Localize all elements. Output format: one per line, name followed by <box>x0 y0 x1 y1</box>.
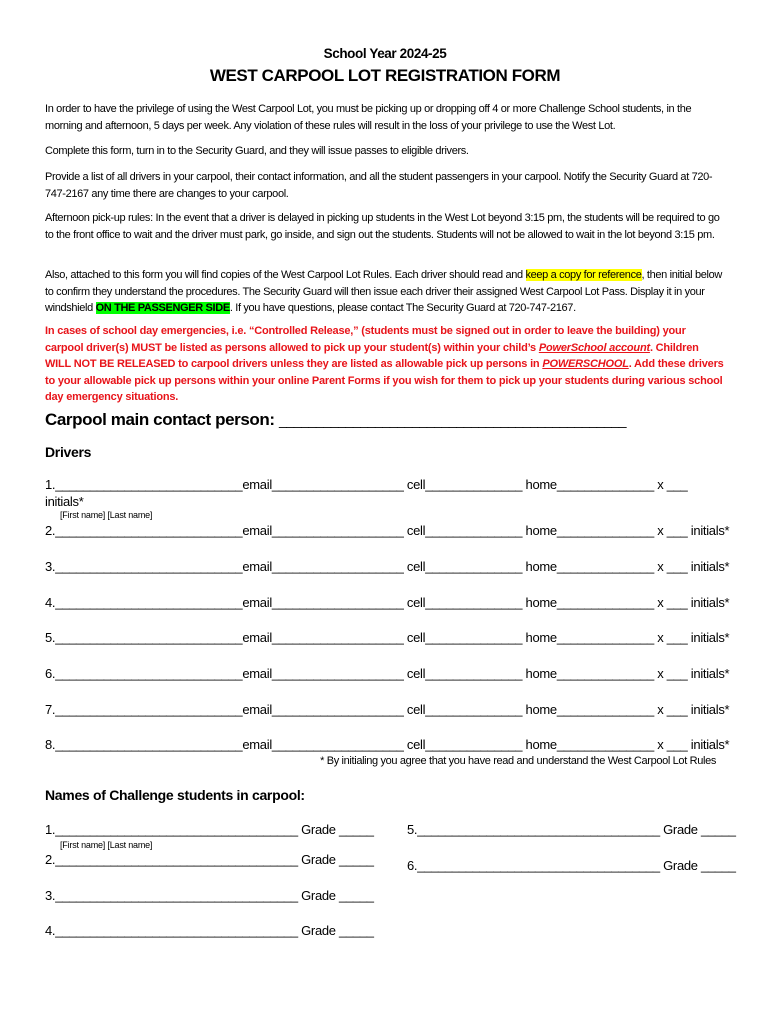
emergency-text-b: . Children WILL NOT BE RELEASED to carpool drivers unless they are listed as allowable pick up persons in <box>45 341 699 370</box>
driver-row-1-initials: initials* <box>45 494 84 509</box>
keep-copy-highlight: keep a copy for reference <box>525 269 642 281</box>
driver-row[interactable]: 6.___________________________email___________________ cell______________ home______________ x ___ initials* <box>45 666 730 681</box>
powerschool-account-link: PowerSchool account <box>538 341 650 354</box>
powerschool-link: POWERSCHOOL <box>542 358 629 370</box>
student-row[interactable]: 2.___________________________________ Grade _____ <box>45 852 374 867</box>
driver-row[interactable]: 4.___________________________email___________________ cell______________ home______________ x ___ initials* <box>45 595 730 610</box>
passenger-side-highlight: ON THE PASSENGER SIDE <box>95 302 230 314</box>
emergency-paragraph <box>45 323 725 406</box>
driver-row[interactable]: 3.___________________________email___________________ cell______________ home______________ x ___ initials* <box>45 559 730 574</box>
student-row[interactable]: 4.___________________________________ Grade _____ <box>45 923 374 938</box>
student-row[interactable]: 6.___________________________________ Grade _____ <box>407 858 736 873</box>
student-row[interactable]: 1.___________________________________ Grade _____ <box>45 822 374 837</box>
school-year: School Year 2024-25 <box>323 46 447 61</box>
pickup-rules-paragraph: Afternoon pick-up rules: In the event that a driver is delayed in picking up students in the West Lot beyond 3:15 pm, the students will be required to go to the front office to wait and the driver must park, go inside, and sign out the students. Students will not be allowed to wait in the lot beyond 3:15 pm. <box>45 212 720 241</box>
driver-name-hint: [First name] [Last name] <box>60 510 153 520</box>
rules-text-c: . If you have questions, please contact The Security Guard at 720-747-2167. <box>229 302 576 314</box>
driver-row[interactable]: 7.___________________________email___________________ cell______________ home______________ x ___ initials* <box>45 702 730 717</box>
students-heading: Names of Challenge students in carpool: <box>45 787 305 803</box>
eligibility-paragraph: In order to have the privilege of using the West Carpool Lot, you must be picking up or dropping off 4 or more Challenge School students, in the morning and afternoon, 5 days per week. Any violation of these rules will result in the loss of your privilege to use the West Lot. <box>45 103 692 132</box>
driver-row[interactable]: 2.___________________________email___________________ cell______________ home______________ x ___ initials* <box>45 523 730 538</box>
drivers-heading: Drivers <box>45 444 92 460</box>
emergency-text-c: . Add these drivers to your allowable pick up persons within your online Parent Forms if you wish for them to pick up your students during various school day emergency situations. <box>45 358 724 403</box>
driver-row[interactable]: 5.___________________________email___________________ cell______________ home______________ x ___ initials* <box>45 630 730 645</box>
rules-text-b: , then initial below to confirm they understand the procedures. The Security Guard will then issue each driver their assigned West Carpool Lot Pass. Display it in your windshield <box>45 269 722 314</box>
main-contact-blank[interactable]: _______________________________________________ <box>279 412 627 428</box>
emergency-text-a: In cases of school day emergencies, i.e. “Controlled Release,” (students must be signed out in order to leave the building) your carpool driver(s) MUST be listed as persons allowed to pick up your student(s) within your child’s <box>45 325 686 354</box>
driver-row-1[interactable]: 1.___________________________email___________________ cell______________ home______________ x ___ <box>45 477 688 492</box>
driver-list-paragraph: Provide a list of all drivers in your carpool, their contact information, and all the student passengers in your carpool. Notify the Security Guard at 720-747-2167 any time there are changes to your carpool. <box>45 171 713 200</box>
student-row[interactable]: 5.___________________________________ Grade _____ <box>407 822 736 837</box>
form-title: WEST CARPOOL LOT REGISTRATION FORM <box>209 66 561 85</box>
rules-paragraph <box>45 267 725 317</box>
student-name-hint: [First name] [Last name] <box>60 840 153 850</box>
initial-footnote: * By initialing you agree that you have read and understand the West Carpool Lot Rules <box>320 755 716 767</box>
student-row[interactable]: 3.___________________________________ Grade _____ <box>45 888 374 903</box>
rules-text-a: Also, attached to this form you will find copies of the West Carpool Lot Rules. Each driver should read and <box>45 269 526 281</box>
driver-row[interactable]: 8.___________________________email___________________ cell______________ home______________ x ___ initials* <box>45 737 730 752</box>
instructions-paragraph: Complete this form, turn in to the Security Guard, and they will issue passes to eligible drivers. <box>45 145 469 157</box>
main-contact-label: Carpool main contact person: <box>45 410 275 429</box>
main-contact-field[interactable] <box>45 410 626 430</box>
